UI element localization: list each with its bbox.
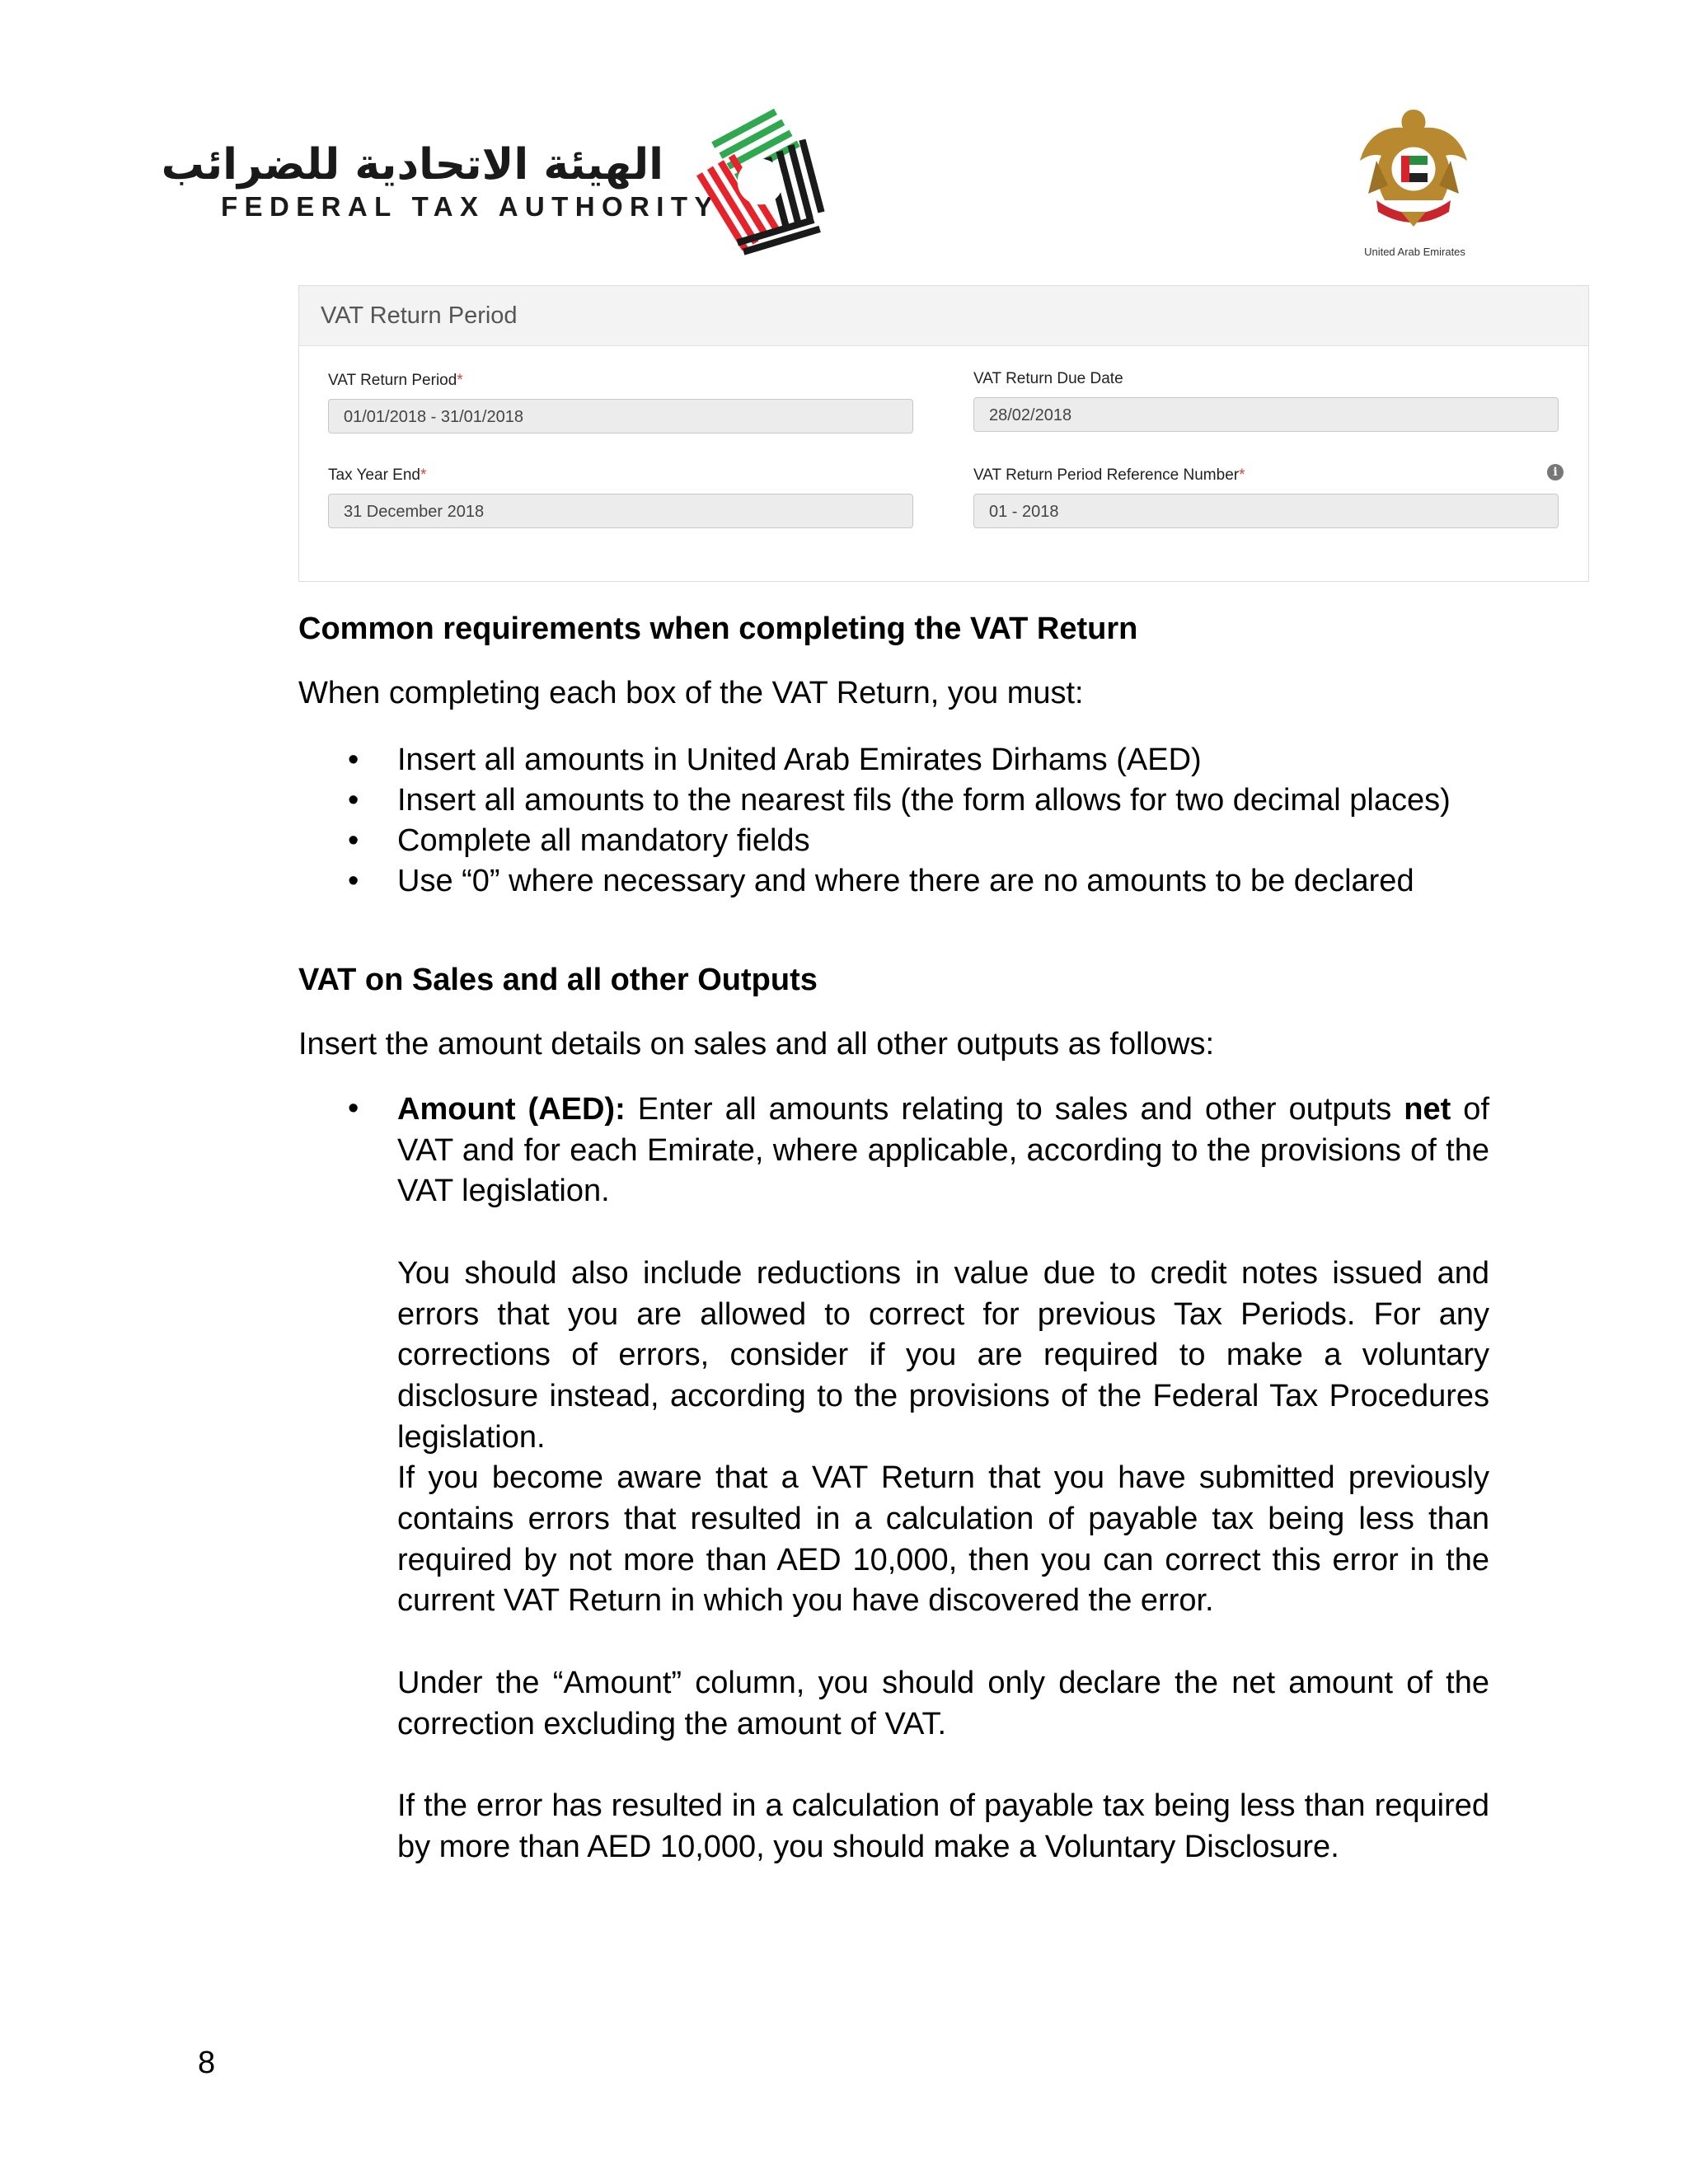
net-emphasis: net bbox=[1404, 1092, 1451, 1127]
field-label: VAT Return Period Reference Number bbox=[973, 466, 1240, 484]
amount-aed-label: Amount (AED): bbox=[397, 1092, 626, 1127]
panel-title: VAT Return Period bbox=[299, 286, 1588, 346]
amount-text: Enter all amounts relating to sales and other outputs bbox=[625, 1092, 1404, 1127]
list-item: • Complete all mandatory fields bbox=[348, 821, 1451, 861]
amount-text: of VAT and for each Emirate, where applicable, according to the provisions of the VAT legislation. bbox=[397, 1092, 1489, 1209]
heading-vat-on-sales: VAT on Sales and all other Outputs bbox=[298, 963, 818, 997]
field-label: VAT Return Period bbox=[328, 372, 457, 389]
paragraph-voluntary-disclosure: If the error has resulted in a calculation of payable tax being less than required by more than AED 10,000, you should make a Voluntary Disclosure. bbox=[397, 1788, 1489, 1864]
field-label: VAT Return Due Date bbox=[973, 370, 1123, 387]
section2-intro: Insert the amount details on sales and all other outputs as follows: bbox=[298, 1027, 1215, 1062]
list-item: • Use “0” where necessary and where there are no amounts to be declared bbox=[348, 861, 1451, 902]
amount-aed-description bbox=[397, 1090, 1489, 1868]
page-number: 8 bbox=[198, 2046, 216, 2080]
list-item: • Insert all amounts to the nearest fils (the form allows for two decimal places) bbox=[348, 780, 1451, 821]
field-label: Tax Year End bbox=[328, 466, 420, 484]
field-vat-return-period bbox=[328, 370, 913, 434]
vat-return-due-date-input[interactable]: 28/02/2018 bbox=[973, 397, 1559, 432]
field-vat-return-due-date bbox=[973, 368, 1559, 432]
heading-common-requirements: Common requirements when completing the VAT Return bbox=[298, 612, 1138, 646]
paragraph-amount-column: Under the “Amount” column, you should only declare the net amount of the correction excluding the amount of VAT. bbox=[397, 1665, 1489, 1741]
list-item: • Insert all amounts in United Arab Emirates Dirhams (AED) bbox=[348, 740, 1451, 780]
vat-return-period-panel bbox=[298, 285, 1589, 582]
info-icon[interactable]: i bbox=[1547, 464, 1564, 480]
tax-year-end-input[interactable]: 31 December 2018 bbox=[328, 494, 913, 528]
section1-intro: When completing each box of the VAT Return, you must: bbox=[298, 676, 1084, 710]
fta-arabic-name: الهيئة الاتحادية للضرائب bbox=[161, 140, 663, 190]
field-reference-number bbox=[973, 465, 1559, 528]
reference-number-input[interactable]: 01 - 2018 bbox=[973, 494, 1559, 528]
paragraph-correct-errors: If you become aware that a VAT Return that you have submitted previously contains errors that resulted in a calculation of payable tax being less than required by not more than AED 10,000, then you can correct this error in the current VAT Return in which you have discovered the error. bbox=[397, 1460, 1489, 1619]
uae-emblem-icon bbox=[1352, 103, 1475, 235]
fta-logo-dark-base bbox=[738, 220, 820, 252]
paragraph-credit-notes: You should also include reductions in value due to credit notes issued and errors that you are allowed to correct for previous Tax Periods. For any corrections of errors, consider if you are required to make a voluntary disclosure instead, according to the provisions of the Federal Tax Procedures legislation. bbox=[397, 1255, 1489, 1455]
required-marker: * bbox=[1239, 466, 1245, 484]
requirements-list bbox=[348, 740, 1451, 902]
bullet-marker: • bbox=[348, 1091, 359, 1126]
fta-english-name: FEDERAL TAX AUTHORITY bbox=[221, 191, 720, 222]
fta-logo-icon bbox=[684, 105, 837, 258]
vat-return-period-input[interactable]: 01/01/2018 - 31/01/2018 bbox=[328, 399, 913, 434]
uae-caption: United Arab Emirates bbox=[1364, 246, 1465, 258]
field-tax-year-end bbox=[328, 465, 913, 528]
required-marker: * bbox=[457, 372, 463, 389]
required-marker: * bbox=[420, 466, 427, 484]
